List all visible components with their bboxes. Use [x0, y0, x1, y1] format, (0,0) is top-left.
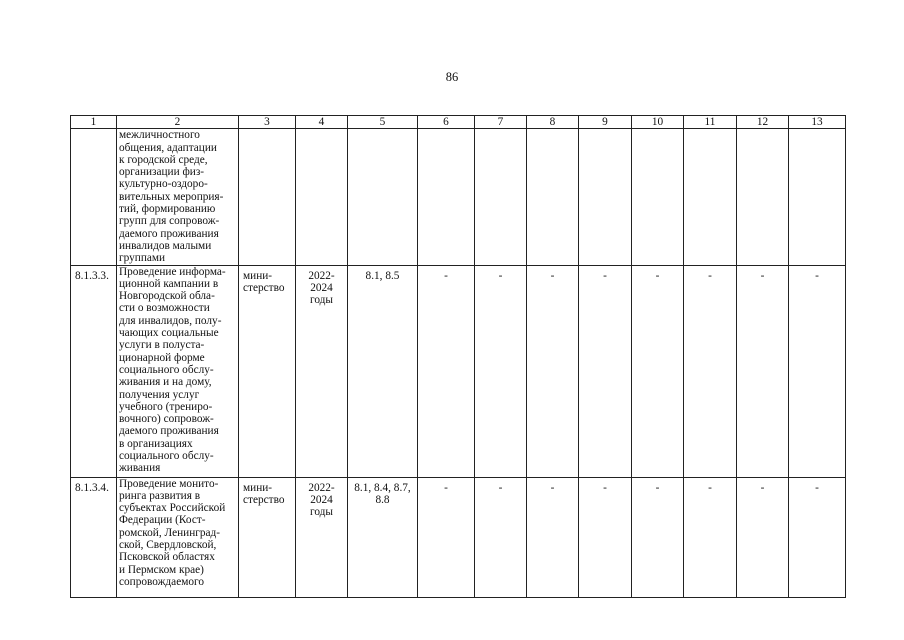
- item-number-cell: 8.1.3.3.: [71, 265, 117, 477]
- funding-cell: -: [579, 477, 632, 597]
- indicators-line: 8.1, 8.4, 8.7,: [354, 481, 411, 494]
- funding-cell: -: [632, 265, 684, 477]
- column-header: 4: [296, 116, 348, 129]
- responsible-line: мини-: [243, 269, 273, 282]
- indicators-cell: [348, 129, 418, 265]
- column-header: 13: [789, 116, 846, 129]
- funding-cell: -: [418, 477, 475, 597]
- description-line: ринга развития в: [119, 489, 201, 502]
- description-line: межличностного: [119, 129, 200, 142]
- table-row: [71, 477, 846, 597]
- description-line: общения, адаптации: [119, 141, 217, 154]
- plan-table: [70, 115, 846, 598]
- funding-cell: -: [789, 477, 846, 597]
- table-row: [71, 265, 846, 477]
- funding-cell: -: [579, 265, 632, 477]
- column-header: 12: [737, 116, 789, 129]
- responsible-line: стерство: [243, 493, 285, 506]
- indicators-cell: [348, 265, 418, 477]
- period-line: 2022-: [308, 269, 335, 282]
- description-line: для инвалидов, полу-: [119, 314, 222, 327]
- description-line: чающих социальные: [119, 327, 219, 340]
- description-line: Проведение информа-: [119, 265, 226, 278]
- description-line: учебного (трениро-: [119, 400, 213, 413]
- description-line: живания и на дому,: [119, 376, 212, 389]
- period-cell: [296, 265, 348, 477]
- funding-cell: -: [527, 477, 579, 597]
- funding-cell: [579, 129, 632, 265]
- measure-description-cell: [117, 129, 239, 265]
- description-line: социального обслу-: [119, 363, 214, 376]
- description-line: инвалидов малыми: [119, 239, 212, 252]
- funding-cell: [475, 129, 527, 265]
- table-row: [71, 129, 846, 265]
- funding-cell: -: [737, 265, 789, 477]
- column-header: 7: [475, 116, 527, 129]
- page-number: 86: [445, 70, 459, 84]
- description-line: вительных мероприя-: [119, 190, 224, 203]
- funding-cell: [527, 129, 579, 265]
- measure-description-cell: [117, 265, 239, 477]
- column-header: 2: [117, 116, 239, 129]
- column-header: 5: [348, 116, 418, 129]
- description-line: Псковской областях: [119, 551, 215, 564]
- description-line: ционарной форме: [119, 351, 205, 364]
- description-line: социального обслу-: [119, 450, 214, 463]
- responsible-cell: [239, 477, 296, 597]
- funding-cell: -: [737, 477, 789, 597]
- description-line: живания: [119, 462, 161, 475]
- description-line: культурно-оздоро-: [119, 178, 208, 191]
- item-number-cell: 8.1.3.4.: [71, 477, 117, 597]
- column-header: 3: [239, 116, 296, 129]
- description-line: и Пермском крае): [119, 563, 204, 576]
- description-line: к городской среде,: [119, 153, 208, 166]
- description-line: получения услуг: [119, 388, 200, 401]
- table-header-row: [71, 116, 846, 129]
- description-line: ционной кампании в: [119, 277, 219, 290]
- funding-cell: -: [418, 265, 475, 477]
- item-number-cell: [71, 129, 117, 265]
- description-line: сопровождаемого: [119, 575, 205, 588]
- description-line: сти о возможности: [119, 302, 210, 315]
- description-line: группами: [119, 252, 166, 265]
- funding-cell: -: [475, 477, 527, 597]
- responsible-line: мини-: [243, 481, 273, 494]
- period-line: 2024: [310, 493, 333, 506]
- description-line: ской, Свердловской,: [119, 539, 217, 552]
- period-line: 2022-: [308, 481, 335, 494]
- funding-cell: [789, 129, 846, 265]
- funding-cell: -: [475, 265, 527, 477]
- funding-cell: [418, 129, 475, 265]
- funding-cell: -: [684, 265, 737, 477]
- column-header: 8: [527, 116, 579, 129]
- description-line: Проведение монито-: [119, 477, 219, 490]
- description-line: субъектах Российской: [119, 502, 226, 515]
- description-line: Федерации (Кост-: [119, 514, 206, 527]
- funding-cell: -: [527, 265, 579, 477]
- indicators-line: 8.1, 8.5: [365, 269, 400, 282]
- responsible-line: стерство: [243, 281, 285, 294]
- column-header: 11: [684, 116, 737, 129]
- column-header: 1: [71, 116, 117, 129]
- funding-cell: -: [632, 477, 684, 597]
- description-line: групп для сопровож-: [119, 215, 220, 228]
- period-cell: [296, 477, 348, 597]
- description-line: организации физ-: [119, 166, 205, 179]
- period-line: годы: [309, 506, 333, 519]
- column-header: 9: [579, 116, 632, 129]
- indicators-cell: [348, 477, 418, 597]
- description-line: даемого проживания: [119, 425, 219, 438]
- description-line: услуги в полуста-: [119, 339, 205, 352]
- responsible-cell: [239, 129, 296, 265]
- funding-cell: -: [789, 265, 846, 477]
- responsible-cell: [239, 265, 296, 477]
- period-line: годы: [309, 294, 333, 307]
- description-line: вочного) сопровож-: [119, 413, 214, 426]
- funding-cell: [632, 129, 684, 265]
- description-line: Новгородской обла-: [119, 290, 215, 303]
- period-cell: [296, 129, 348, 265]
- measure-description-cell: [117, 477, 239, 597]
- description-line: даемого проживания: [119, 227, 219, 240]
- description-line: ромской, Ленинград-: [119, 526, 221, 539]
- funding-cell: [737, 129, 789, 265]
- funding-cell: [684, 129, 737, 265]
- description-line: тий, формированию: [119, 203, 216, 216]
- column-header: 6: [418, 116, 475, 129]
- funding-cell: -: [684, 477, 737, 597]
- indicators-line: 8.8: [375, 493, 390, 506]
- description-line: в организациях: [119, 437, 193, 450]
- period-line: 2024: [310, 281, 333, 294]
- column-header: 10: [632, 116, 684, 129]
